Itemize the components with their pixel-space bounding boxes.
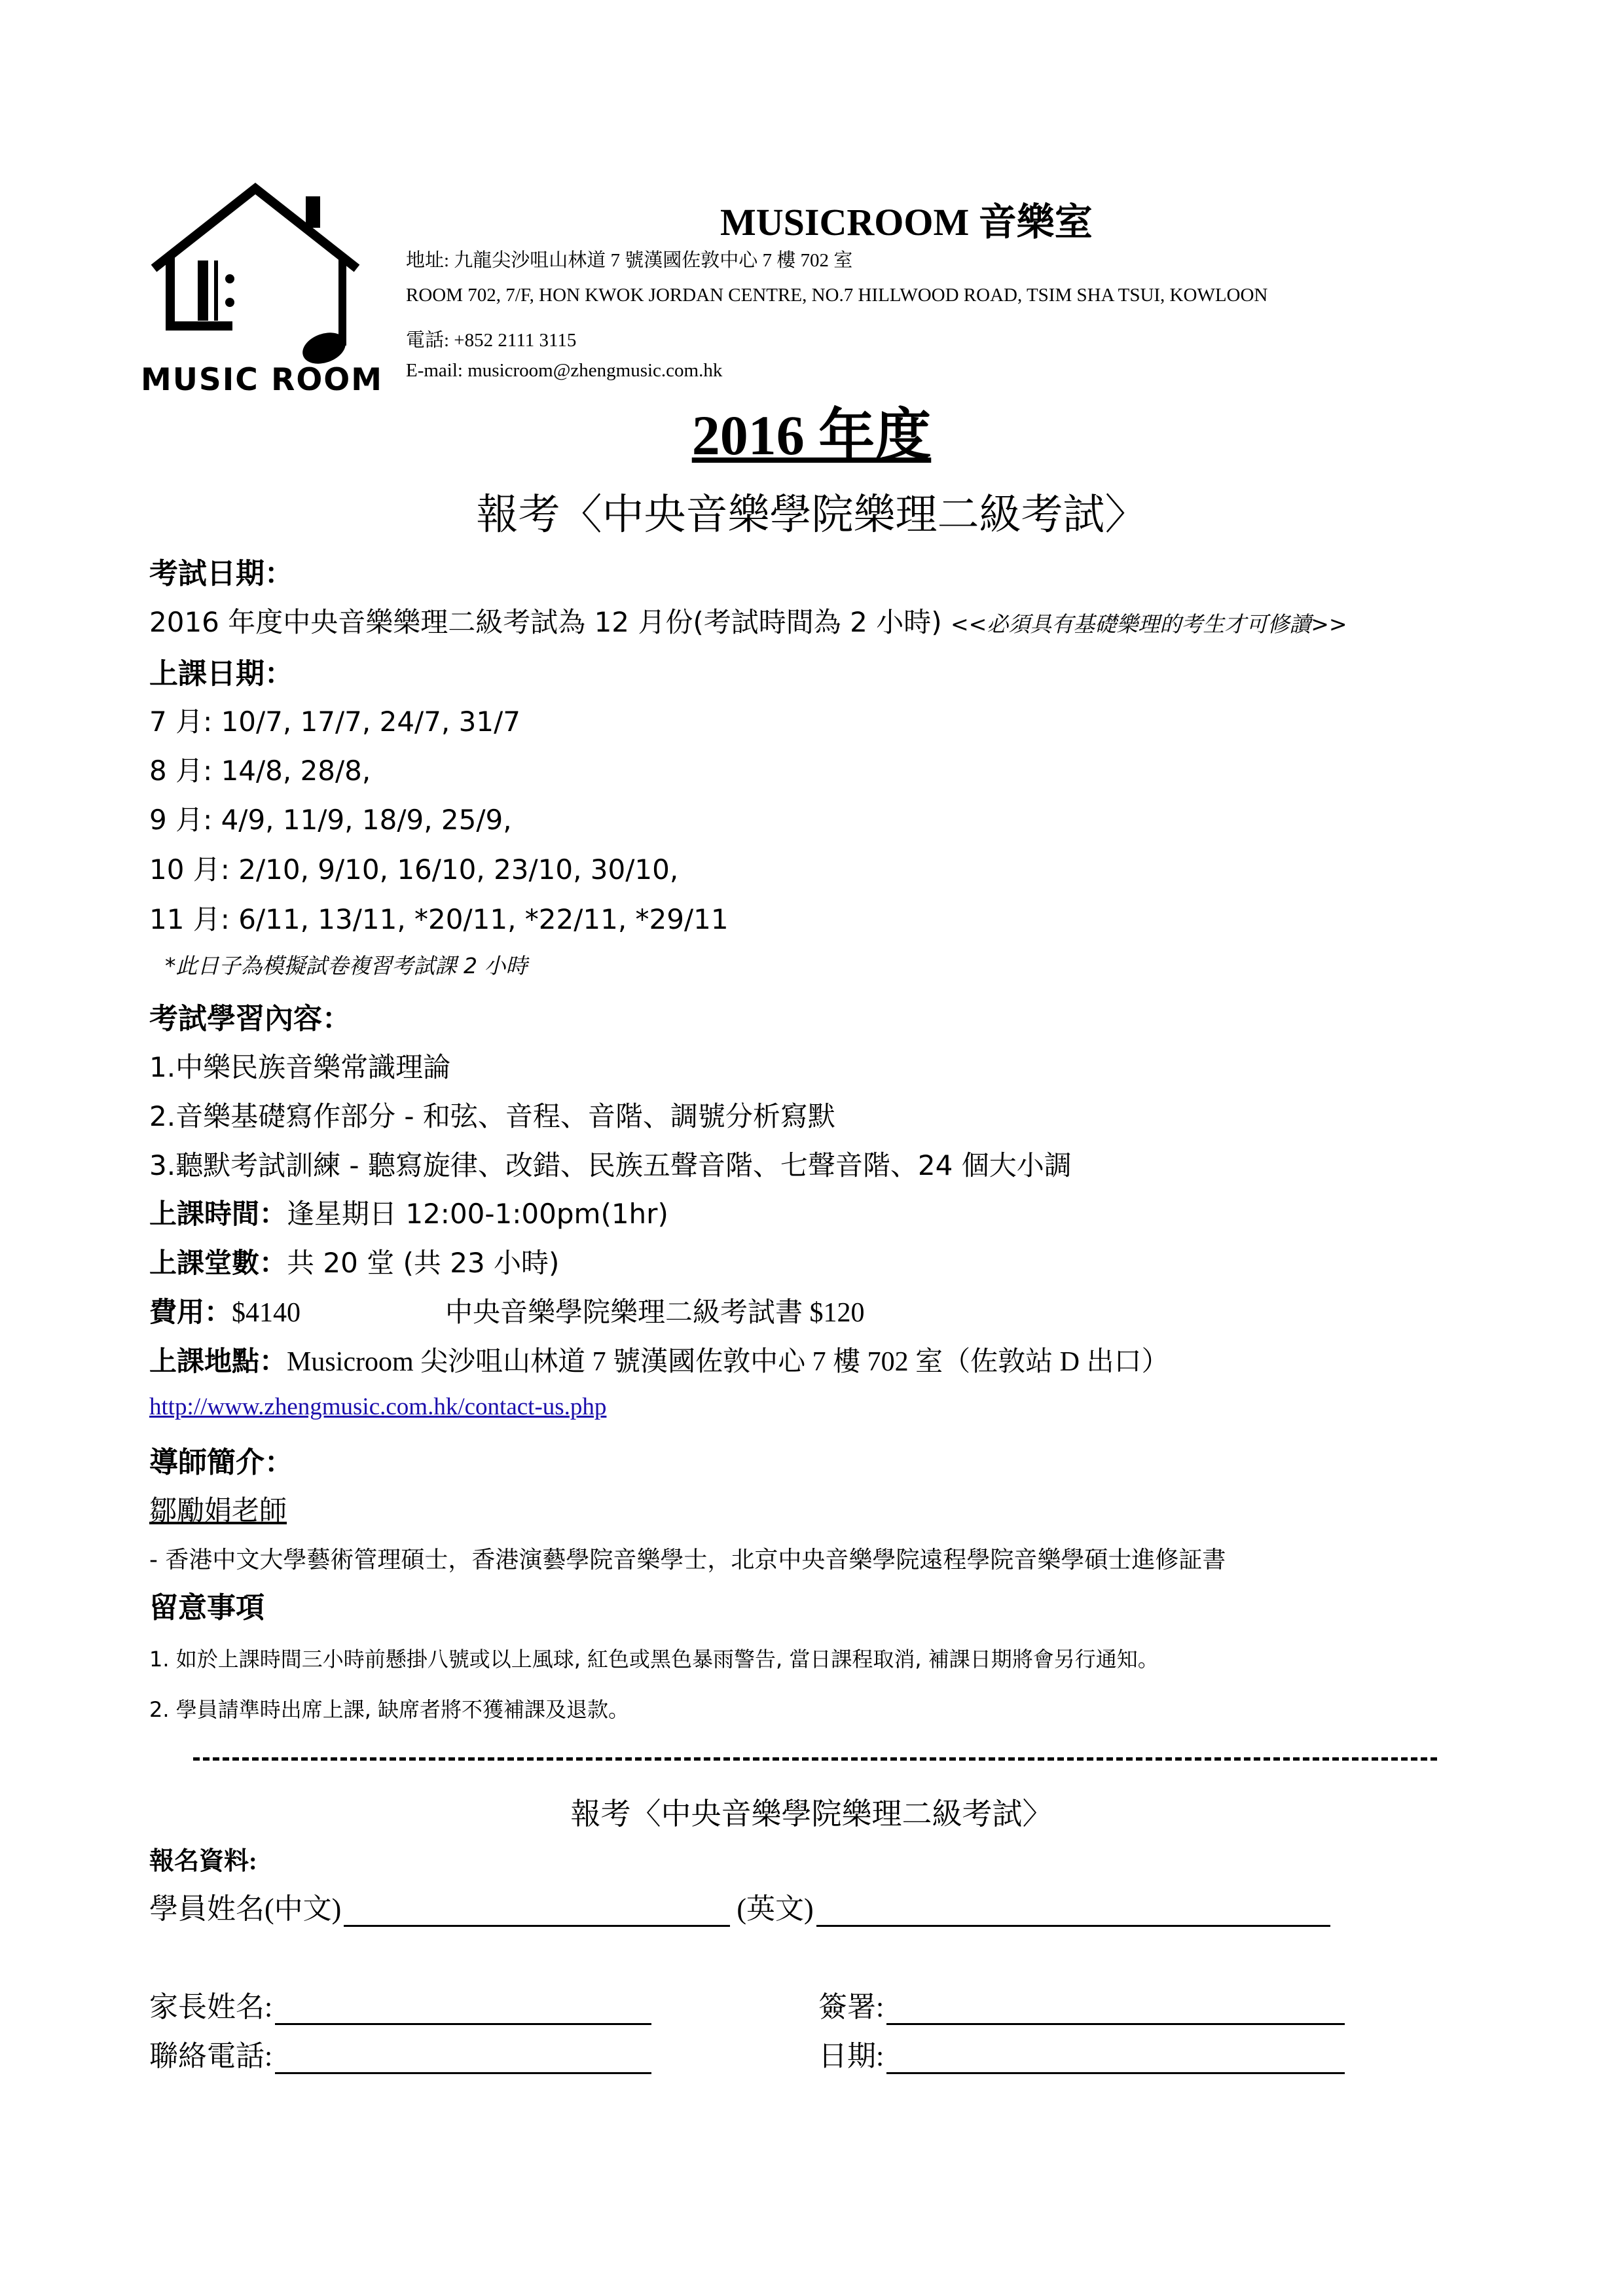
brand-title: MUSICROOM 音樂室 bbox=[720, 201, 1093, 243]
mock-exam-note: *此日子為模擬試卷複習考試課 2 小時 bbox=[165, 953, 528, 978]
year-title: 2016 年度 bbox=[691, 404, 932, 467]
parent-name-label: 家長姓名: bbox=[149, 1991, 273, 2023]
email-address: E-mail: musicroom@zhengmusic.com.hk bbox=[406, 360, 723, 381]
class-time bbox=[149, 1193, 668, 1232]
form-title: 報考〈中央音樂學院樂理二級考試〉 bbox=[570, 1796, 1053, 1831]
class-time-value: 逢星期日 12:00-1:00pm(1hr) bbox=[287, 1198, 668, 1230]
signature-label: 簽署: bbox=[818, 1991, 884, 2023]
date-field[interactable] bbox=[886, 2050, 1345, 2074]
contact-phone-field[interactable] bbox=[275, 2050, 651, 2074]
teacher-bio: - 香港中文大學藝術管理碩士，香港演藝學院音樂學士，北京中央音樂學院遠程學院音樂學碩士進修証書 bbox=[149, 1547, 1226, 1573]
fee-label: 費用： bbox=[149, 1296, 232, 1328]
exam-date-text bbox=[149, 601, 1347, 640]
fee bbox=[149, 1291, 301, 1330]
form-section-label: 報名資料: bbox=[149, 1848, 257, 1875]
class-dates-july: 7 月: 10/7, 17/7, 24/7, 31/7 bbox=[149, 706, 520, 738]
student-name-en-label: (英文) bbox=[737, 1893, 814, 1925]
class-time-label: 上課時間： bbox=[149, 1198, 287, 1230]
date-row bbox=[818, 2032, 1345, 2074]
content-item-2: 2.音樂基礎寫作部分 - 和弦、音程、音階、調號分析寫默 bbox=[149, 1100, 835, 1132]
teacher-name: 鄒勵娟老師 bbox=[149, 1494, 287, 1526]
class-dates-september: 9 月: 4/9, 11/9, 18/9, 25/9, bbox=[149, 804, 512, 836]
student-name-cn-field[interactable] bbox=[344, 1903, 730, 1927]
exam-date-note: <<必須具有基礎樂理的考生才可修讀>> bbox=[950, 611, 1347, 637]
signature-row bbox=[818, 1983, 1345, 2025]
student-name-cn-label: 學員姓名(中文) bbox=[149, 1893, 342, 1925]
main-title: 報考〈中央音樂學院樂理二級考試〉 bbox=[476, 492, 1147, 538]
location-value: Musicroom 尖沙咀山林道 7 號漢國佐敦中心 7 樓 702 室（佐敦站 D 出口） bbox=[287, 1347, 1169, 1377]
location bbox=[149, 1340, 1169, 1379]
parent-name-row bbox=[149, 1983, 651, 2025]
class-count-value: 共 20 堂 (共 23 小時) bbox=[287, 1247, 560, 1279]
class-dates-november: 11 月: 6/11, 13/11, *20/11, *22/11, *29/11 bbox=[149, 903, 729, 935]
phone-row bbox=[149, 2032, 651, 2074]
parent-name-field[interactable] bbox=[275, 2001, 651, 2025]
student-name-en-field[interactable] bbox=[816, 1903, 1330, 1927]
teacher-heading: 導師簡介： bbox=[149, 1446, 293, 1479]
address-english: ROOM 702, 7/F, HON KWOK JORDAN CENTRE, NO.7 HILLWOOD ROAD, TSIM SHA TSUI, KOWLOON bbox=[406, 285, 1268, 306]
notice-item-1: 1. 如於上課時間三小時前懸掛八號或以上風球, 紅色或黑色暴雨警告, 當日課程取消, 補課日期將會另行通知。 bbox=[149, 1647, 1159, 1672]
class-dates-august: 8 月: 14/8, 28/8, bbox=[149, 755, 371, 787]
student-name-row bbox=[149, 1885, 1330, 1927]
logo-text: MUSIC ROOM bbox=[141, 362, 383, 398]
fee-value: $4140 bbox=[232, 1298, 301, 1328]
book-price: 中央音樂學院樂理二級考試書 $120 bbox=[445, 1298, 865, 1328]
content-item-1: 1.中樂民族音樂常識理論 bbox=[149, 1051, 451, 1083]
phone-number: 電話: +852 2111 3115 bbox=[406, 330, 577, 351]
cut-line-divider bbox=[193, 1757, 1437, 1761]
notice-heading: 留意事項 bbox=[149, 1591, 264, 1624]
notice-item-2: 2. 學員請準時出席上課, 缺席者將不獲補課及退款。 bbox=[149, 1697, 630, 1722]
exam-date-heading: 考試日期： bbox=[149, 557, 293, 590]
content-heading: 考試學習內容： bbox=[149, 1002, 351, 1035]
class-dates-heading: 上課日期： bbox=[149, 657, 293, 691]
signature-field[interactable] bbox=[886, 2001, 1345, 2025]
class-count bbox=[149, 1242, 559, 1281]
location-label: 上課地點： bbox=[149, 1345, 287, 1377]
exam-date-value: 2016 年度中央音樂樂理二級考試為 12 月份(考試時間為 2 小時) bbox=[149, 606, 951, 638]
class-count-label: 上課堂數： bbox=[149, 1247, 287, 1279]
class-dates-october: 10 月: 2/10, 9/10, 16/10, 23/10, 30/10, bbox=[149, 853, 679, 886]
content-item-3: 3.聽默考試訓練 - 聽寫旋律、改錯、民族五聲音階、七聲音階、24 個大小調 bbox=[149, 1149, 1072, 1181]
address-chinese: 地址: 九龍尖沙咀山林道 7 號漢國佐敦中心 7 樓 702 室 bbox=[406, 250, 853, 271]
contact-link[interactable]: http://www.zhengmusic.com.hk/contact-us.php bbox=[149, 1393, 607, 1420]
music-room-logo bbox=[134, 177, 390, 399]
date-label: 日期: bbox=[818, 2040, 884, 2072]
contact-phone-label: 聯絡電話: bbox=[149, 2040, 273, 2072]
